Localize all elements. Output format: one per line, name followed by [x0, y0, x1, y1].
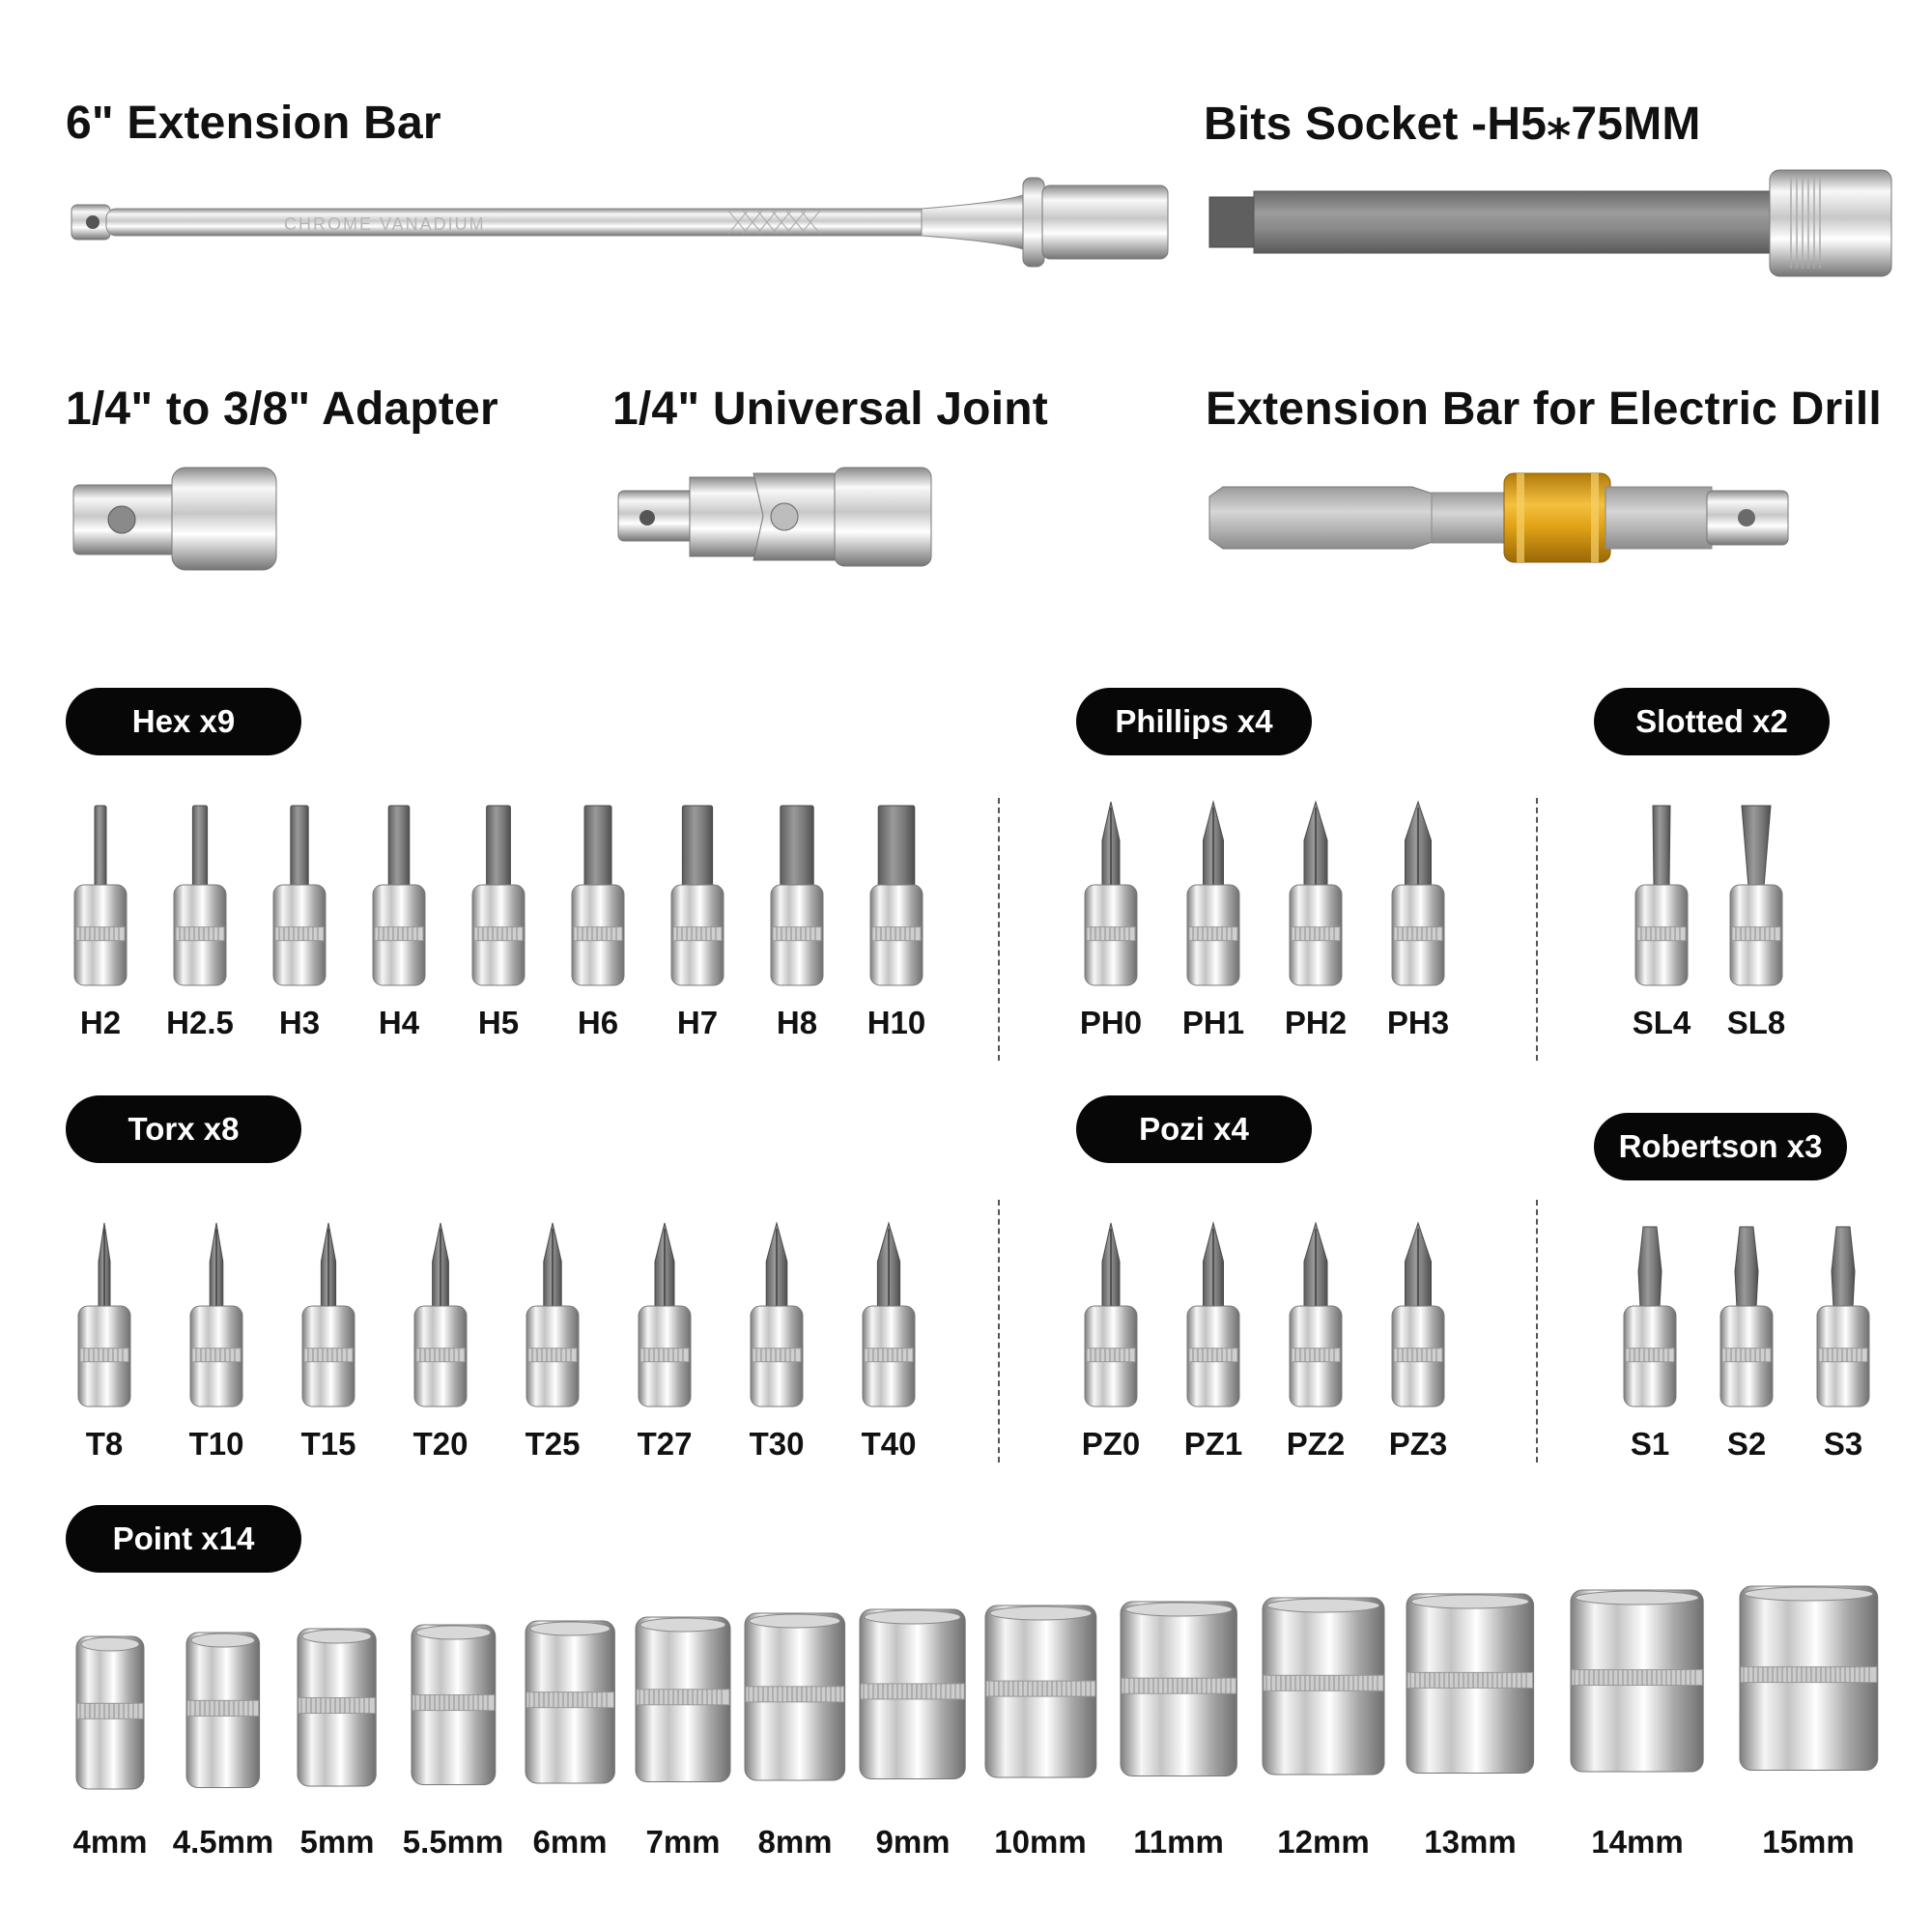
slotted-bit-2 [1728, 802, 1784, 995]
robertson-bit-graphic [1719, 1223, 1775, 1416]
phillips-bit-graphic [1288, 802, 1344, 995]
slotted-label: SL4 [1632, 1005, 1691, 1040]
bits-socket-image [1209, 166, 1895, 280]
point-label: 4.5mm [172, 1824, 274, 1860]
pozi-bit-2 [1185, 1223, 1241, 1416]
torx-label: T10 [188, 1426, 244, 1462]
torx-bit-8 [861, 1223, 917, 1416]
point-socket-13 [1569, 1588, 1705, 1774]
point-label: 10mm [994, 1824, 1087, 1860]
phillips-group-pill: Phillips x4 [1076, 688, 1312, 755]
point-socket-3 [296, 1627, 378, 1788]
point-socket-14 [1738, 1584, 1880, 1773]
hex-bit-graphic [371, 802, 427, 995]
pozi-label: PZ0 [1081, 1426, 1141, 1462]
hex-bit-graphic [470, 802, 526, 995]
phillips-bit-4 [1390, 802, 1446, 995]
drill-extension-bar-image [1209, 468, 1791, 568]
hex-label: H2.5 [166, 1005, 234, 1040]
point-socket-8 [858, 1607, 967, 1781]
point-socket-5 [524, 1619, 616, 1785]
torx-bit-3 [300, 1223, 356, 1416]
universal-joint-image [618, 464, 933, 570]
point-label: 8mm [757, 1824, 833, 1860]
point-label: 5.5mm [402, 1824, 504, 1860]
torx-group-pill: Torx x8 [66, 1095, 301, 1163]
point-socket-graphic [1738, 1584, 1880, 1773]
pozi-label: PZ2 [1286, 1426, 1346, 1462]
point-socket-graphic [410, 1623, 497, 1787]
point-socket-graphic [983, 1604, 1098, 1779]
torx-bit-graphic [749, 1223, 805, 1416]
point-label: 11mm [1133, 1824, 1224, 1860]
phillips-label: PH3 [1386, 1005, 1450, 1040]
torx-bit-graphic [412, 1223, 469, 1416]
pozi-label: PZ1 [1183, 1426, 1243, 1462]
hex-bit-graphic [172, 802, 228, 995]
hex-bit-graphic [669, 802, 725, 995]
divider [998, 1200, 1000, 1463]
pozi-bit-graphic [1390, 1223, 1446, 1416]
hex-bit-8 [769, 802, 825, 995]
slotted-bit-graphic [1634, 802, 1690, 995]
hex-bit-1 [72, 802, 128, 995]
point-socket-graphic [296, 1627, 378, 1788]
hex-bit-5 [470, 802, 526, 995]
universal-joint-title: 1/4" Universal Joint [612, 384, 1048, 435]
point-label: 5mm [299, 1824, 375, 1860]
extension-bar-title: 6" Extension Bar [66, 98, 441, 149]
robertson-bit-graphic [1815, 1223, 1871, 1416]
robertson-label: S2 [1726, 1426, 1767, 1462]
adapter-title: 1/4" to 3/8" Adapter [66, 384, 498, 435]
torx-bit-5 [525, 1223, 581, 1416]
torx-label: T8 [85, 1426, 124, 1462]
point-label: 9mm [875, 1824, 951, 1860]
point-socket-graphic [743, 1611, 847, 1782]
divider [1536, 798, 1538, 1061]
point-label: 13mm [1424, 1824, 1517, 1860]
point-group-pill: Point x14 [66, 1505, 301, 1573]
slotted-bit-1 [1634, 802, 1690, 995]
point-socket-graphic [858, 1607, 967, 1781]
torx-bit-4 [412, 1223, 469, 1416]
point-socket-1 [74, 1634, 146, 1791]
point-label: 12mm [1277, 1824, 1370, 1860]
hex-label: H4 [378, 1005, 420, 1040]
torx-bit-2 [188, 1223, 244, 1416]
hex-label: H5 [477, 1005, 520, 1040]
point-socket-graphic [74, 1634, 146, 1791]
robertson-label: S1 [1630, 1426, 1670, 1462]
point-label: 7mm [645, 1824, 721, 1860]
hex-label: H6 [577, 1005, 619, 1040]
point-socket-graphic [1261, 1596, 1386, 1776]
torx-label: T27 [637, 1426, 693, 1462]
hex-label: H7 [676, 1005, 719, 1040]
torx-bit-graphic [637, 1223, 693, 1416]
extension-bar-engraving: CHROME VANADIUM [284, 214, 486, 234]
phillips-bit-1 [1083, 802, 1139, 995]
robertson-bit-2 [1719, 1223, 1775, 1416]
phillips-bit-graphic [1185, 802, 1241, 995]
extension-bar-image [71, 174, 1173, 270]
hex-bit-3 [271, 802, 327, 995]
slotted-group-pill: Slotted x2 [1594, 688, 1830, 755]
phillips-bit-3 [1288, 802, 1344, 995]
point-socket-graphic [185, 1631, 262, 1790]
pozi-label: PZ3 [1388, 1426, 1448, 1462]
hex-bit-graphic [72, 802, 128, 995]
hex-label: H2 [79, 1005, 122, 1040]
point-socket-graphic [1569, 1588, 1705, 1774]
point-socket-2 [185, 1631, 262, 1790]
divider [998, 798, 1000, 1061]
bits-socket-title: Bits Socket -H5⁎75MM [1204, 99, 1701, 150]
point-socket-4 [410, 1623, 497, 1787]
point-label: 15mm [1762, 1824, 1855, 1860]
robertson-label: S3 [1823, 1426, 1863, 1462]
hex-bit-4 [371, 802, 427, 995]
hex-bit-graphic [570, 802, 626, 995]
pozi-bit-graphic [1288, 1223, 1344, 1416]
hex-label: H3 [278, 1005, 321, 1040]
torx-bit-graphic [525, 1223, 581, 1416]
phillips-bit-2 [1185, 802, 1241, 995]
pozi-bit-1 [1083, 1223, 1139, 1416]
torx-bit-graphic [76, 1223, 132, 1416]
hex-group-pill: Hex x9 [66, 688, 301, 755]
torx-bit-7 [749, 1223, 805, 1416]
divider [1536, 1200, 1538, 1463]
point-socket-graphic [634, 1615, 732, 1784]
adapter-image [73, 466, 278, 572]
hex-label: H10 [867, 1005, 926, 1040]
point-socket-9 [983, 1604, 1098, 1779]
hex-bit-6 [570, 802, 626, 995]
point-label: 14mm [1591, 1824, 1684, 1860]
slotted-label: SL8 [1726, 1005, 1786, 1040]
torx-bit-graphic [188, 1223, 244, 1416]
point-socket-6 [634, 1615, 732, 1784]
torx-label: T30 [749, 1426, 805, 1462]
robertson-bit-graphic [1622, 1223, 1678, 1416]
point-socket-graphic [1119, 1600, 1238, 1778]
torx-bit-graphic [861, 1223, 917, 1416]
drill-bar-title: Extension Bar for Electric Drill [1206, 384, 1882, 435]
robertson-bit-3 [1815, 1223, 1871, 1416]
torx-label: T40 [861, 1426, 917, 1462]
pozi-group-pill: Pozi x4 [1076, 1095, 1312, 1163]
hex-bit-graphic [769, 802, 825, 995]
point-socket-graphic [1405, 1592, 1536, 1776]
robertson-bit-1 [1622, 1223, 1678, 1416]
torx-label: T20 [412, 1426, 469, 1462]
hex-bit-9 [868, 802, 924, 995]
pozi-bit-graphic [1185, 1223, 1241, 1416]
phillips-bit-graphic [1390, 802, 1446, 995]
phillips-label: PH0 [1079, 1005, 1143, 1040]
point-socket-11 [1261, 1596, 1386, 1776]
torx-label: T15 [300, 1426, 356, 1462]
point-label: 6mm [532, 1824, 608, 1860]
hex-bit-2 [172, 802, 228, 995]
torx-bit-1 [76, 1223, 132, 1416]
torx-label: T25 [525, 1426, 581, 1462]
torx-bit-6 [637, 1223, 693, 1416]
pozi-bit-graphic [1083, 1223, 1139, 1416]
point-socket-7 [743, 1611, 847, 1782]
point-socket-10 [1119, 1600, 1238, 1778]
torx-bit-graphic [300, 1223, 356, 1416]
point-socket-12 [1405, 1592, 1536, 1776]
hex-bit-graphic [868, 802, 924, 995]
phillips-label: PH2 [1284, 1005, 1348, 1040]
hex-label: H8 [776, 1005, 818, 1040]
hex-bit-graphic [271, 802, 327, 995]
robertson-group-pill: Robertson x3 [1594, 1113, 1847, 1180]
pozi-bit-3 [1288, 1223, 1344, 1416]
point-label: 4mm [72, 1824, 148, 1860]
phillips-bit-graphic [1083, 802, 1139, 995]
slotted-bit-graphic [1728, 802, 1784, 995]
point-socket-graphic [524, 1619, 616, 1785]
pozi-bit-4 [1390, 1223, 1446, 1416]
hex-bit-7 [669, 802, 725, 995]
phillips-label: PH1 [1181, 1005, 1245, 1040]
